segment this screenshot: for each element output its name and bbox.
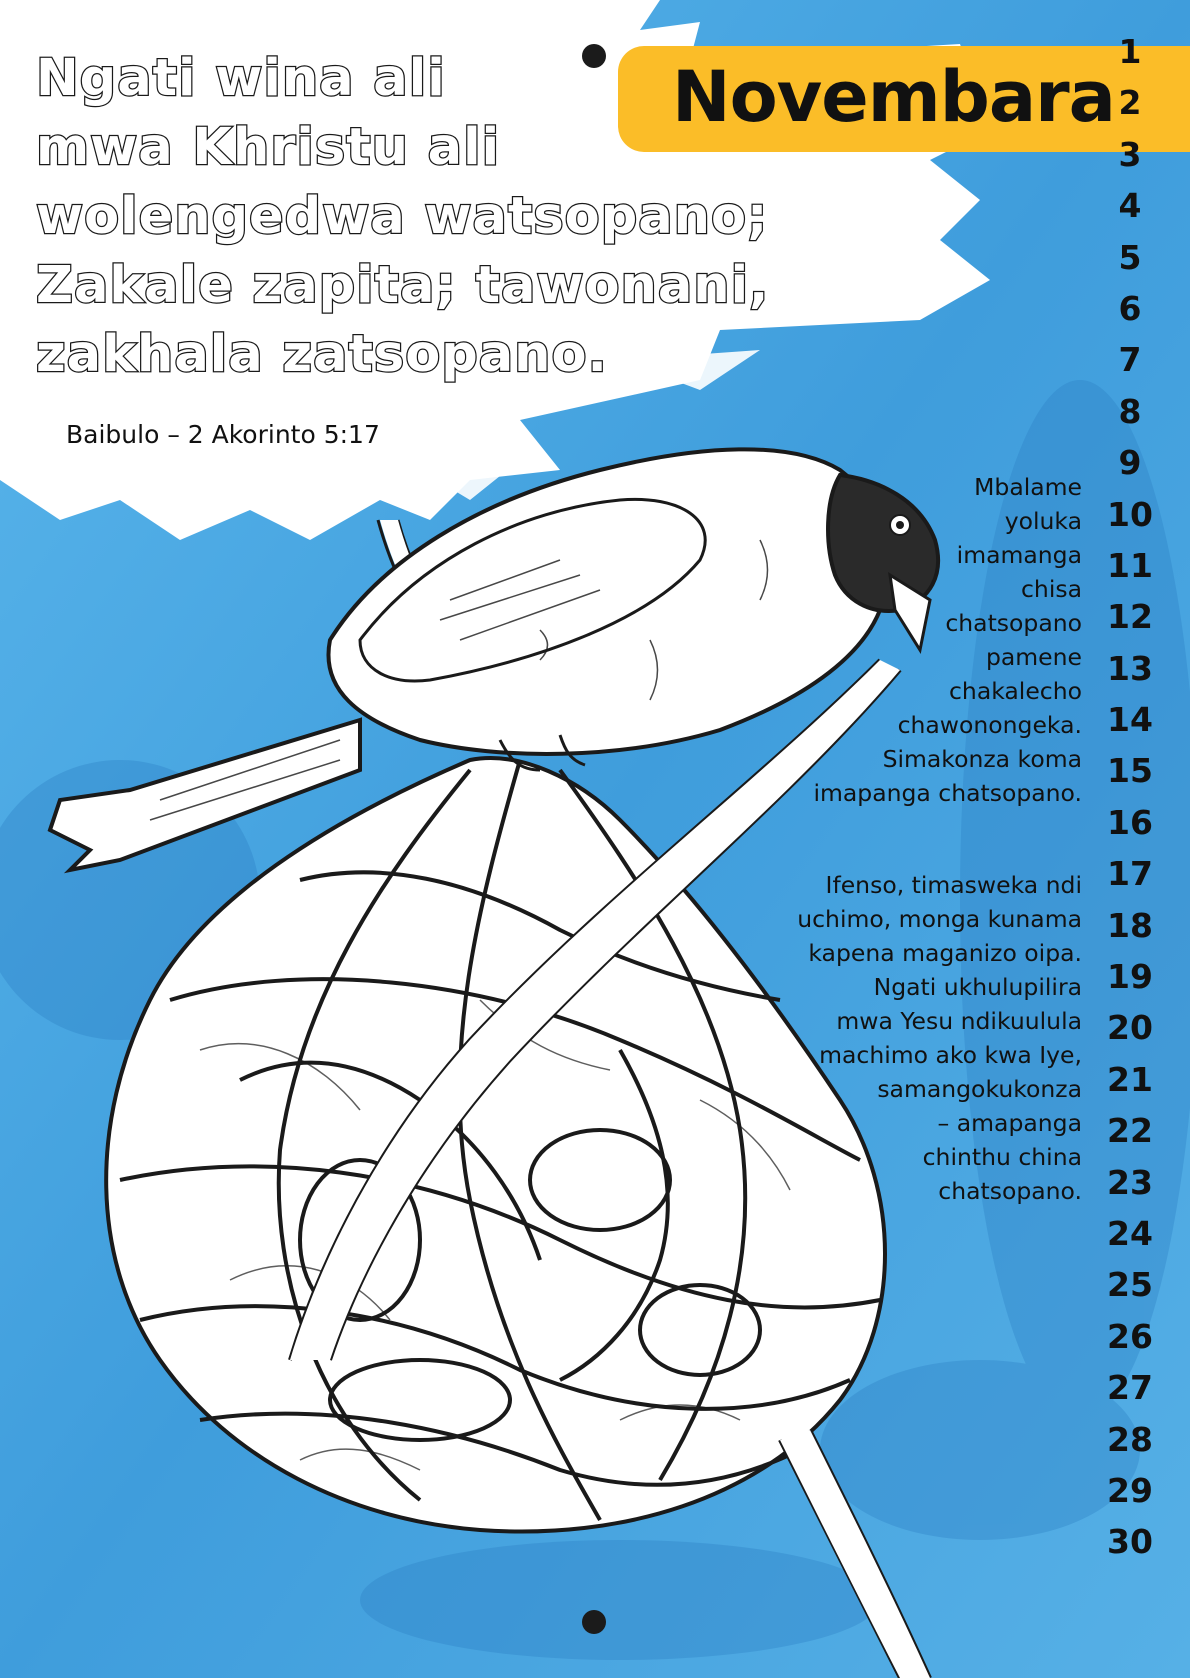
verse-line: wolengedwa watsopano; (36, 187, 769, 246)
paragraph-line: – amapanga (937, 1109, 1082, 1137)
day-number: 18 (1107, 905, 1153, 945)
day-number: 1 (1118, 32, 1142, 71)
day-number: 8 (1118, 391, 1142, 431)
paragraph-line: chakalecho (949, 677, 1082, 705)
day-number: 10 (1107, 494, 1153, 534)
paragraph-line: chinthu china (922, 1143, 1082, 1171)
day-number: 25 (1107, 1265, 1153, 1305)
day-number: 6 (1118, 288, 1142, 328)
day-number: 3 (1118, 134, 1142, 174)
day-number: 7 (1118, 340, 1142, 380)
day-number: 2 (1118, 83, 1142, 123)
verse-line: Zakale zapita; tawonani, (36, 256, 770, 315)
day-number: 9 (1118, 443, 1142, 483)
day-number: 24 (1107, 1213, 1153, 1253)
binding-hole-bottom (582, 1610, 606, 1634)
day-number: 19 (1107, 957, 1153, 997)
day-number: 4 (1118, 186, 1142, 226)
paragraph-lesson (797, 868, 1082, 1208)
day-number: 16 (1107, 802, 1153, 842)
paragraph-line: chatsopano (945, 609, 1082, 637)
verse-line: zakhala zatsopano. (36, 325, 608, 384)
verse-reference: Baibulo – 2 Akorinto 5:17 (66, 420, 380, 449)
day-number: 26 (1107, 1316, 1153, 1356)
paragraph-line: Simakonza koma (882, 745, 1082, 773)
day-number: 21 (1107, 1059, 1153, 1099)
day-number: 13 (1107, 648, 1153, 688)
day-number: 12 (1107, 597, 1153, 637)
paragraph-line: chawonongeka. (897, 711, 1082, 739)
paragraph-line: uchimo, monga kunama (797, 905, 1082, 933)
day-number: 23 (1107, 1162, 1153, 1202)
verse-line: Ngati wina ali (36, 49, 446, 108)
day-number: 14 (1107, 700, 1153, 740)
paragraph-line: imapanga chatsopano. (813, 779, 1082, 807)
day-number: 11 (1107, 545, 1153, 585)
paragraph-line: chatsopano. (938, 1177, 1082, 1205)
month-title: Novembara (672, 56, 1115, 138)
day-number: 27 (1107, 1368, 1153, 1408)
day-number: 22 (1107, 1111, 1153, 1151)
paragraph-line: mwa Yesu ndikuulula (836, 1007, 1082, 1035)
paragraph-line: machimo ako kwa Iye, (819, 1041, 1082, 1069)
paragraph-line: imamanga (956, 541, 1082, 569)
paragraph-line: chisa (1021, 575, 1082, 603)
paragraph-line: pamene (985, 643, 1082, 671)
paragraph-bird (813, 470, 1082, 810)
paragraph-line: samangokukonza (877, 1075, 1082, 1103)
day-number: 17 (1107, 854, 1153, 894)
paragraph-line: Mbalame (974, 473, 1082, 501)
day-number: 15 (1107, 751, 1153, 791)
bible-verse (36, 44, 770, 389)
day-number: 28 (1107, 1419, 1153, 1459)
day-number: 20 (1107, 1008, 1153, 1048)
paragraph-line: Ngati ukhulupilira (873, 973, 1082, 1001)
day-list (1100, 26, 1160, 1568)
day-number: 30 (1107, 1522, 1153, 1562)
verse-line: mwa Khristu ali (36, 118, 501, 177)
day-number: 29 (1107, 1470, 1153, 1510)
paragraph-line: Ifenso, timasweka ndi (825, 871, 1082, 899)
paragraph-line: kapena maganizo oipa. (808, 939, 1082, 967)
day-number: 5 (1118, 237, 1142, 277)
paragraph-line: yoluka (1004, 507, 1082, 535)
